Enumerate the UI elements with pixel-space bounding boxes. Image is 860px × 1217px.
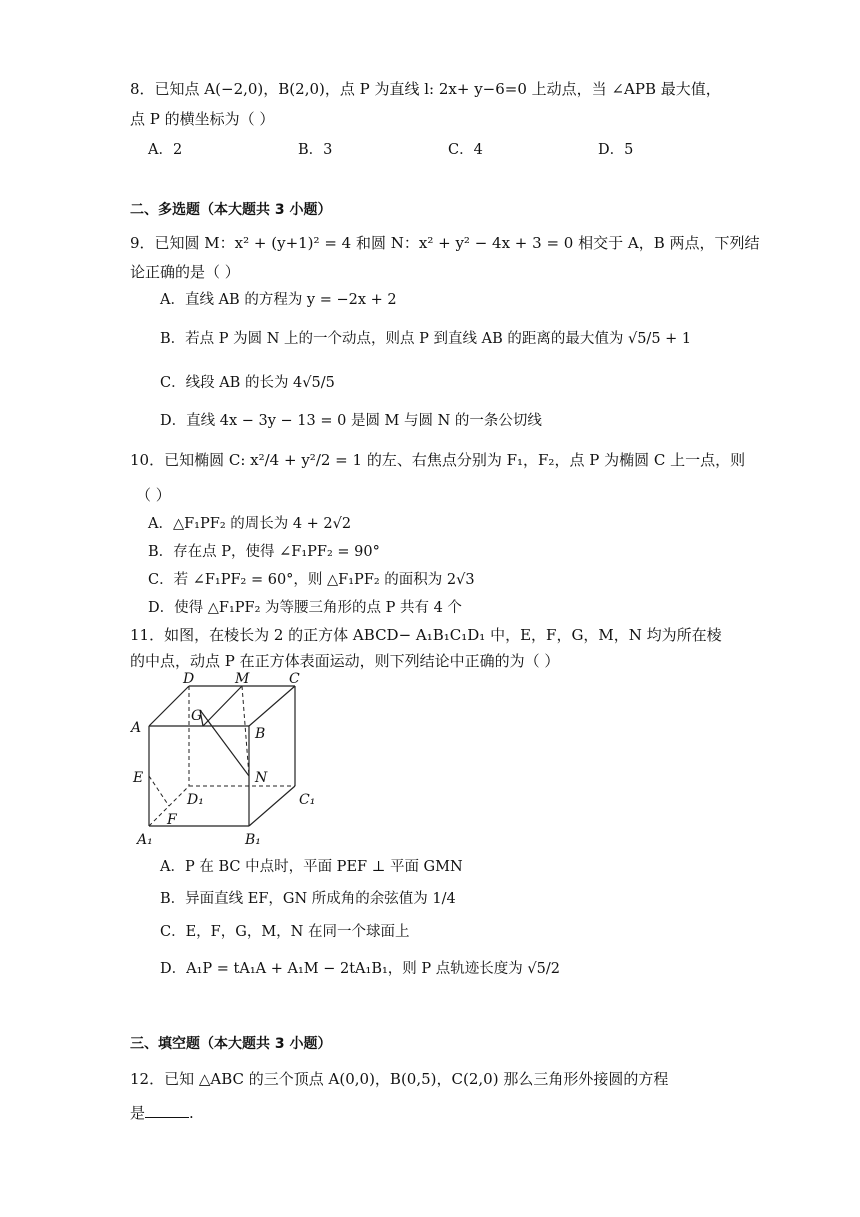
q11-stem-line1: 11．如图，在棱长为 2 的正方体 ABCD− A₁B₁C₁D₁ 中，E，F，G，M，N 均为所在棱 — [130, 626, 722, 644]
label-m: M — [235, 671, 250, 687]
q8-option-d: D．5 — [598, 142, 634, 158]
label-g: G — [191, 708, 203, 724]
q9-option-b: B．若点 P 为圆 N 上的一个动点，则点 P 到直线 AB 的距离的最大值为 √5/5 + 1 — [160, 331, 692, 347]
q8-stem-line2: 点 P 的横坐标为（ ） — [130, 110, 275, 128]
q12-suffix: . — [189, 1104, 194, 1122]
q8-option-b: B．3 — [298, 142, 333, 158]
q9-option-a: A．直线 AB 的方程为 y = −2x + 2 — [160, 292, 397, 308]
segment-g-n — [200, 710, 249, 776]
edge-a-d — [149, 686, 189, 726]
label-d1: D₁ — [187, 792, 204, 808]
q12-stem-line2 — [130, 1102, 194, 1124]
segment-m-mid — [203, 686, 242, 726]
q10-stem-line2: （ ） — [136, 486, 171, 504]
label-a: A — [131, 720, 142, 736]
q8-stem-line1: 8．已知点 A(−2,0)，B(2,0)，点 P 为直线 l: 2x+ y−6=0 上动点，当 ∠APB 最大值， — [130, 80, 721, 98]
q11-option-c: C．E，F，G，M，N 在同一个球面上 — [160, 924, 410, 940]
label-a1: A₁ — [137, 832, 153, 848]
label-c: C — [289, 671, 300, 687]
q11-option-b: B．异面直线 EF，GN 所成角的余弦值为 1/4 — [160, 891, 456, 907]
label-b1: B₁ — [245, 832, 261, 848]
q12-prefix: 是 — [130, 1104, 146, 1122]
q10-option-a: A．△F₁PF₂ 的周长为 4 + 2√2 — [148, 516, 352, 532]
section-multiple-choice-heading: 二、多选题（本大题共 3 小题） — [130, 202, 332, 218]
q11-option-d: D．A₁P = tA₁A + A₁M − 2tA₁B₁，则 P 点轨迹长度为 √5/2 — [160, 961, 560, 977]
q10-option-b: B．存在点 P，使得 ∠F₁PF₂ = 90° — [148, 544, 380, 560]
q9-option-c: C．线段 AB 的长为 4√5/5 — [160, 375, 335, 391]
q8-option-c: C．4 — [448, 142, 483, 158]
q8-options — [148, 138, 748, 159]
edge-b-c — [249, 686, 295, 726]
label-d: D — [183, 671, 195, 687]
q10-option-d: D．使得 △F₁PF₂ 为等腰三角形的点 P 共有 4 个 — [148, 600, 462, 616]
q9-stem-line1: 9．已知圆 M：x² + (y+1)² = 4 和圆 N：x² + y² − 4x + 3 = 0 相交于 A，B 两点，下列结 — [130, 234, 760, 252]
hidden-segment-e-f — [149, 776, 169, 806]
q8-option-a: A．2 — [148, 142, 183, 158]
q9-option-d: D．直线 4x − 3y − 13 = 0 是圆 M 与圆 N 的一条公切线 — [160, 413, 542, 429]
label-n: N — [255, 770, 268, 786]
answer-blank[interactable] — [145, 1103, 189, 1118]
cube-figure — [125, 670, 335, 850]
q10-stem-line1: 10．已知椭圆 C: x²/4 + y²/2 = 1 的左、右焦点分别为 F₁，F₂，点 P 为椭圆 C 上一点，则 — [130, 451, 746, 469]
q11-stem-line2: 的中点，动点 P 在正方体表面运动，则下列结论中正确的为（ ） — [130, 652, 560, 670]
label-e: E — [133, 770, 144, 786]
label-f: F — [167, 812, 177, 828]
hidden-segment-m-n — [242, 686, 249, 776]
label-c1: C₁ — [299, 792, 316, 808]
q12-stem-line1: 12．已知 △ABC 的三个顶点 A(0,0)，B(0,5)，C(2,0) 那么三角形外接圆的方程 — [130, 1070, 669, 1088]
label-b: B — [255, 726, 266, 742]
q11-option-a: A．P 在 BC 中点时，平面 PEF ⊥ 平面 GMN — [160, 859, 463, 875]
section-fill-in-heading: 三、填空题（本大题共 3 小题） — [130, 1036, 332, 1052]
q9-stem-line2: 论正确的是（ ） — [130, 263, 240, 281]
q10-option-c: C．若 ∠F₁PF₂ = 60°，则 △F₁PF₂ 的面积为 2√3 — [148, 572, 475, 588]
edge-b1-c1 — [249, 786, 295, 826]
